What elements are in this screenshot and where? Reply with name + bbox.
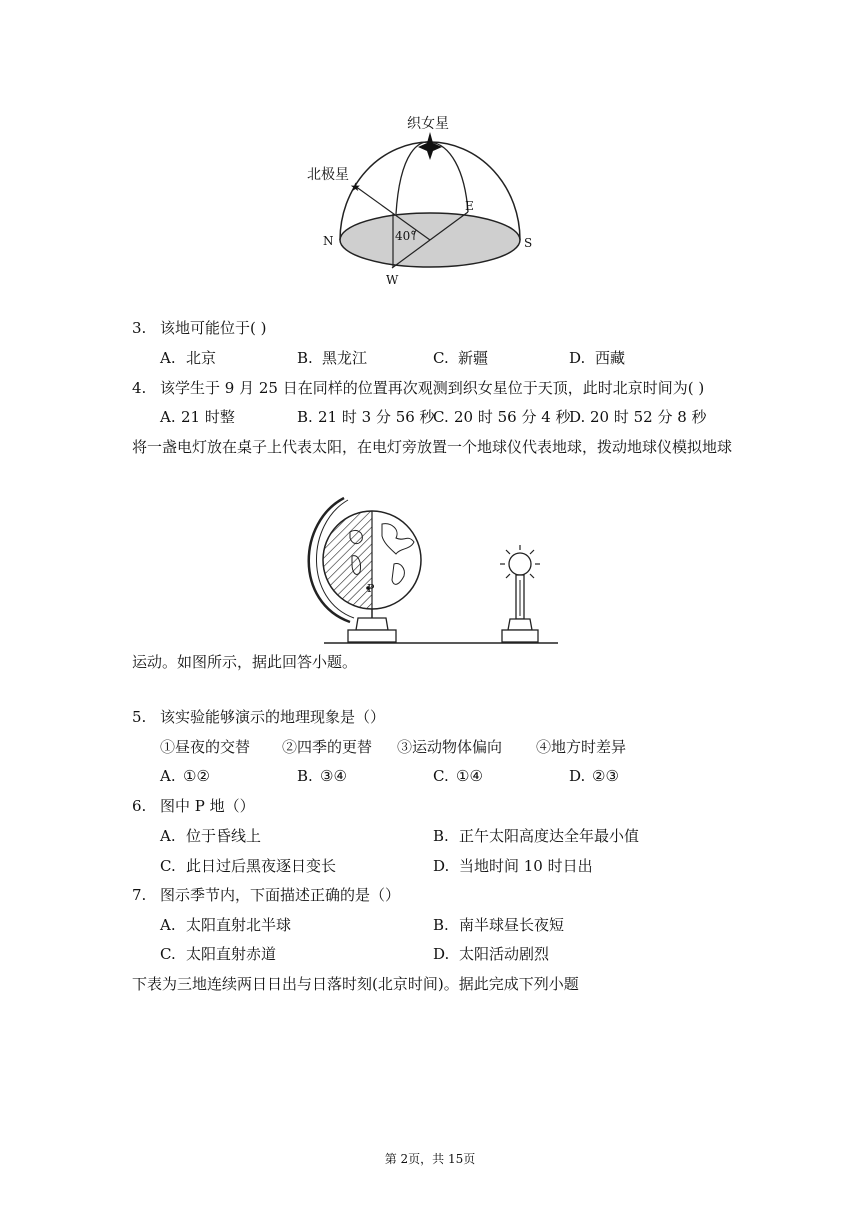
option-text: 20 时 52 分 8 秒 — [590, 408, 707, 426]
lamp-sun-icon — [500, 545, 540, 578]
option-letter: B. — [297, 349, 313, 367]
question-stem: 该实验能够演示的地理现象是（） — [160, 708, 386, 726]
option-letter: D. — [569, 349, 586, 367]
west-label: W — [386, 273, 399, 287]
question-stem: 图中 P 地（） — [160, 797, 255, 815]
polaris-star-icon: ★ — [350, 180, 361, 194]
option-letter: B. — [433, 827, 449, 845]
question-stem: 图示季节内，下面描述正确的是（） — [160, 886, 401, 904]
statement-item: ①昼夜的交替 — [160, 738, 251, 756]
question-stem: 该地可能位于( ) — [160, 319, 267, 337]
option-text: 21 时整 — [181, 408, 235, 426]
option-text: 新疆 — [458, 349, 489, 367]
option-text: 太阳活动剧烈 — [459, 945, 550, 963]
option-letter: A. — [160, 408, 176, 426]
vega-label: 织女星 — [407, 116, 449, 132]
globe-lamp-figure — [296, 492, 566, 648]
option-text: 太阳直射北半球 — [186, 916, 292, 934]
option-letter: C. — [433, 767, 449, 785]
celestial-sphere-figure — [300, 110, 560, 295]
option-text: 西藏 — [595, 349, 626, 367]
option-letter: C. — [433, 408, 449, 426]
option-text: ①② — [183, 767, 210, 785]
option-letter: C. — [160, 945, 176, 963]
option-text: 正午太阳高度达全年最小值 — [459, 827, 640, 845]
option-text: 太阳直射赤道 — [186, 945, 277, 963]
vega-star-icon — [418, 132, 442, 160]
option-letter: D. — [569, 767, 586, 785]
question-number: 4. — [132, 379, 147, 397]
polaris-label: 北极星 — [307, 167, 349, 183]
option-letter: C. — [433, 349, 449, 367]
option-text: 20 时 56 分 4 秒 — [454, 408, 571, 426]
option-text: 位于昏线上 — [186, 827, 262, 845]
option-letter: B. — [433, 916, 449, 934]
angle-label: 40° — [395, 229, 417, 243]
option-text: ②③ — [592, 767, 619, 785]
option-text: 南半球昼长夜短 — [459, 916, 565, 934]
option-letter: D. — [433, 945, 450, 963]
option-text: ③④ — [320, 767, 347, 785]
option-letter: C. — [160, 857, 176, 875]
question-number: 5. — [132, 708, 147, 726]
option-text: ①④ — [456, 767, 483, 785]
north-label: N — [323, 234, 334, 248]
passage-text: 将一盏电灯放在桌子上代表太阳，在电灯旁放置一个地球仪代表地球，拨动地球仪模拟地球 — [132, 438, 733, 456]
passage-text: 下表为三地连续两日日出与日落时刻(北京时间)。据此完成下列小题 — [132, 975, 579, 993]
east-label: E — [465, 199, 474, 213]
page-footer: 第 2页，共 15页 — [384, 1152, 476, 1166]
option-letter: A. — [160, 767, 176, 785]
point-p-label: P — [367, 582, 375, 595]
option-letter: A. — [160, 827, 176, 845]
option-text: 21 时 3 分 56 秒 — [318, 408, 435, 426]
question-number: 7. — [132, 886, 147, 904]
option-text: 黑龙江 — [322, 349, 368, 367]
statement-item: ③运动物体偏向 — [397, 738, 503, 756]
option-letter: D. — [569, 408, 586, 426]
option-text: 当地时间 10 时日出 — [459, 857, 593, 875]
option-letter: A. — [160, 916, 176, 934]
statement-item: ②四季的更替 — [282, 738, 373, 756]
option-letter: D. — [433, 857, 450, 875]
statement-item: ④地方时差异 — [536, 738, 627, 756]
question-number: 6. — [132, 797, 147, 815]
question-number: 3. — [132, 319, 147, 337]
option-text: 此日过后黑夜逐日变长 — [186, 857, 337, 875]
option-letter: A. — [160, 349, 176, 367]
south-label: S — [524, 236, 533, 250]
option-letter: B. — [297, 408, 313, 426]
question-stem: 该学生于 9 月 25 日在同样的位置再次观测到织女星位于天顶，此时北京时间为( ) — [160, 379, 705, 397]
passage-text: 运动。如图所示，据此回答小题。 — [132, 653, 358, 671]
option-text: 北京 — [186, 349, 217, 367]
option-letter: B. — [297, 767, 313, 785]
